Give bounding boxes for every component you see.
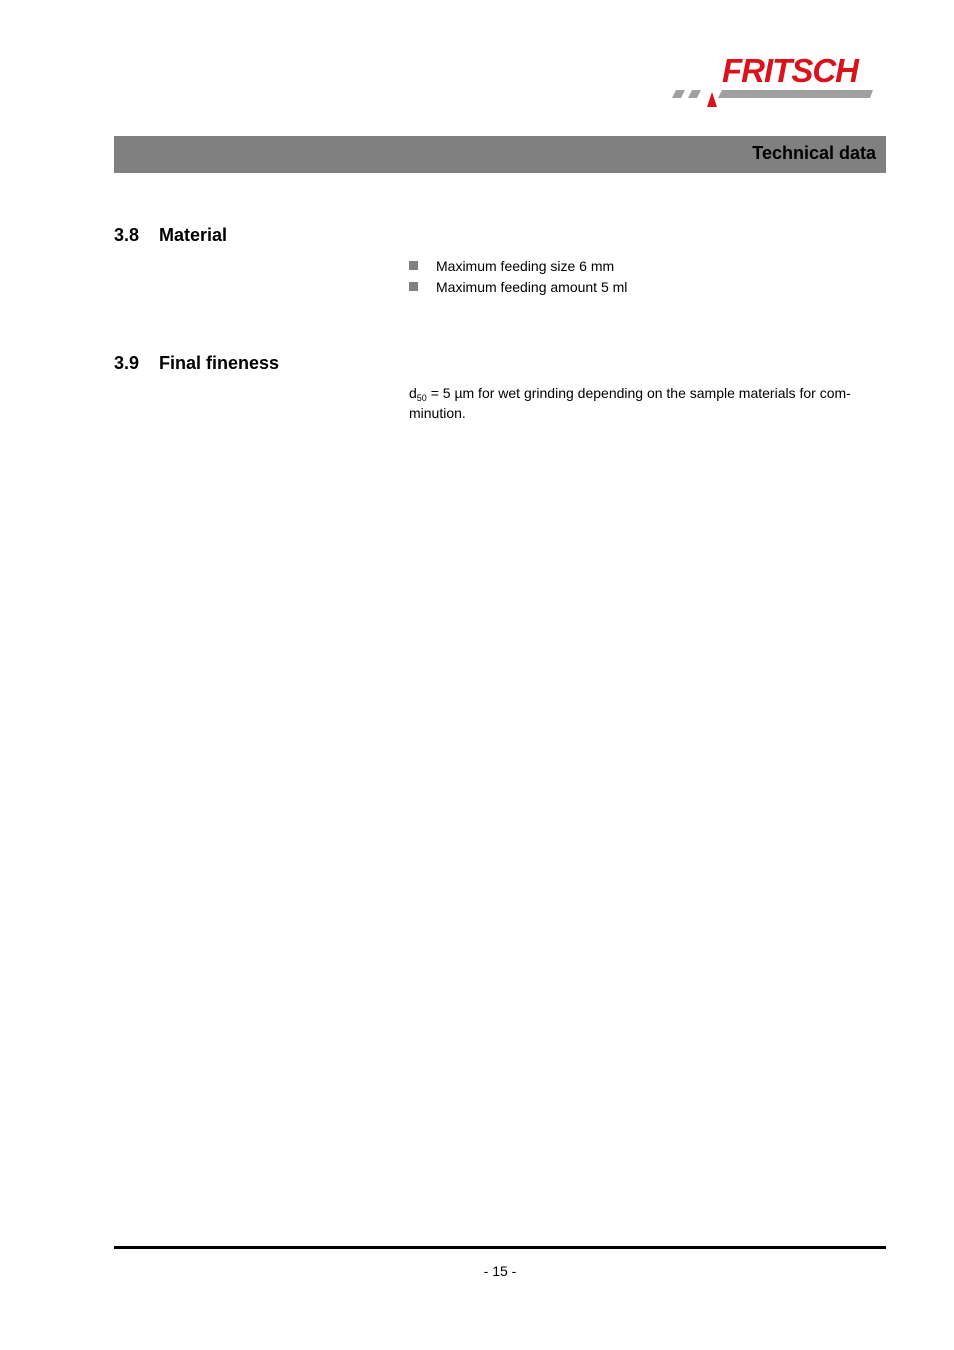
section-number: 3.8 — [114, 225, 140, 245]
section-title: Material — [159, 225, 228, 245]
header-title: Technical data — [752, 143, 876, 163]
subscript: 50 — [416, 393, 427, 403]
fritsch-logo — [668, 50, 888, 112]
final-fineness-text: $d_{50} = 5$ µm for wet grinding depending on the sample materials for com- minution. — [409, 385, 851, 421]
section-heading-final-fineness — [114, 353, 279, 374]
page-number: - 15 - — [483, 1263, 517, 1279]
section-title: Final fineness — [159, 353, 280, 373]
header-bar — [114, 136, 886, 173]
section-number: 3.9 — [114, 353, 140, 373]
material-bullet-list — [408, 256, 627, 298]
bullet-square-icon — [409, 261, 418, 270]
svg-text:FRITSCH: FRITSCH — [722, 52, 858, 89]
footer-divider — [114, 1246, 886, 1249]
bullet-square-icon — [409, 282, 418, 291]
list-item: Maximum feeding amount 5 ml — [408, 277, 627, 298]
list-item: Maximum feeding size 6 mm — [408, 256, 627, 277]
section-heading-material — [114, 225, 227, 246]
